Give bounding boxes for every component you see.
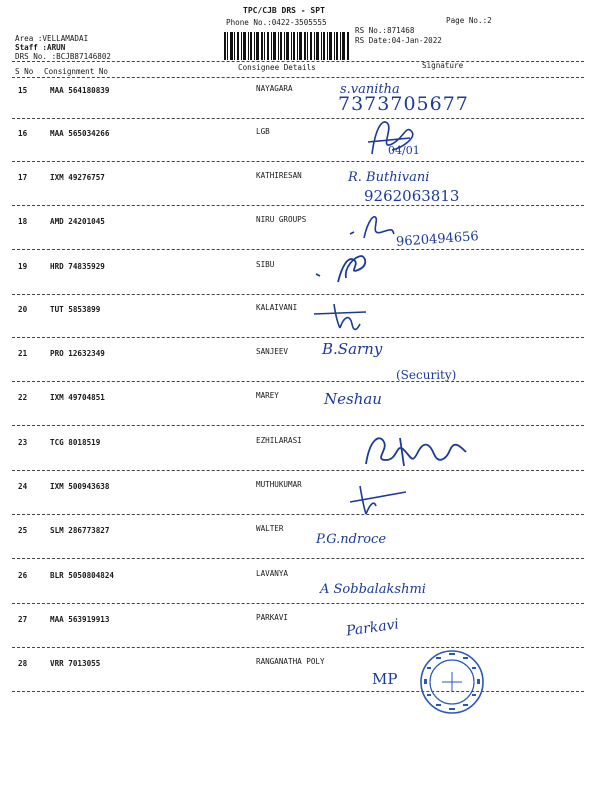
signature-row-15-phone: 7373705677 [338,93,469,115]
signature-row-17-phone: 9262063813 [364,187,460,205]
row-consignment: MAA 565034266 [50,129,110,138]
drs-number: DRS No. :BCJB87146802 [15,52,112,61]
table-row [0,438,600,482]
signature-row-19-scribble [312,252,372,286]
table-row [0,305,600,349]
row-consignee: MAREY [256,391,279,400]
row-consignment: PRO 12632349 [50,349,105,358]
table-row [0,393,600,437]
signature-row-18-scribble [346,212,396,242]
signature-row-25-name: P.G.ndroce [316,532,387,547]
row-divider [12,514,584,515]
row-sno: 21 [18,349,28,358]
col-header-consignment: Consignment No [44,67,109,76]
rs-date: RS Date:04-Jan-2022 [355,36,442,45]
row-consignment: VRR 7013055 [50,659,101,668]
col-header-divider [12,77,584,78]
row-sno: 25 [18,526,28,535]
page-number: Page No.:2 [446,16,492,25]
row-consignee: NIRU GROUPS [256,215,307,224]
row-sno: 22 [18,393,28,402]
row-consignee: WALTER [256,524,284,533]
institution-stamp [418,648,486,716]
row-divider [12,470,584,471]
row-divider [12,558,584,559]
row-divider [12,205,584,206]
col-header-consignee: Consignee Details [238,63,316,72]
row-consignment: MAA 564180839 [50,86,110,95]
row-divider [12,294,584,295]
row-consignment: IXM 49704851 [50,393,105,402]
row-divider [12,425,584,426]
header-divider [12,61,584,62]
row-divider [12,647,584,648]
staff-name: ARUN [47,43,66,52]
table-row [0,262,600,306]
row-divider [12,118,584,119]
signature-row-22-name: Neshau [324,390,382,408]
table-row [0,526,600,570]
phone-number: Phone No.:0422-3505555 [226,18,327,27]
row-consignment: BLR 5050804824 [50,571,115,580]
row-divider [12,603,584,604]
row-sno: 20 [18,305,28,314]
table-row [0,349,600,393]
signature-row-15-name: s.vanitha [340,82,400,97]
signature-row-23-scribble [360,430,472,472]
signature-row-24-scribble [346,482,412,518]
row-sno: 24 [18,482,28,491]
signature-row-21-name: B.Sarny [322,340,383,358]
col-header-signature: Signature [422,61,464,70]
row-consignee: EZHILARASI [256,436,302,445]
row-consignment: SLM 286773827 [50,526,110,535]
row-consignment: TCG 8018519 [50,438,101,447]
row-consignee: PARKAVI [256,613,289,622]
signature-row-17-name: R. Buthivani [348,170,430,185]
row-divider [12,691,584,692]
row-divider [12,161,584,162]
row-consignee: KATHIRESAN [256,171,302,180]
table-row [0,571,600,615]
signature-row-28-name: MP [372,670,398,688]
row-consignee: SANJEEV [256,347,289,356]
row-sno: 19 [18,262,28,271]
row-sno: 18 [18,217,28,226]
staff-label [15,43,65,52]
row-divider [12,249,584,250]
table-row [0,129,600,173]
table-row [0,615,600,659]
signature-row-16-date: 04/01 [388,144,420,157]
table-row [0,482,600,526]
row-consignment: TUT 5853899 [50,305,101,314]
row-consignee: KALAIVANI [256,303,298,312]
table-row [0,86,600,130]
row-consignment: IXM 500943638 [50,482,110,491]
row-consignment: AMD 24201045 [50,217,105,226]
row-sno: 16 [18,129,28,138]
row-consignee: RANGANATHA POLY [256,657,325,666]
row-consignee: NAYAGARA [256,84,293,93]
row-sno: 17 [18,173,28,182]
row-sno: 15 [18,86,28,95]
row-sno: 28 [18,659,28,668]
row-consignee: SIBU [256,260,275,269]
signature-row-21-note: (Security) [396,368,457,382]
row-divider [12,337,584,338]
row-consignee: LAVANYA [256,569,289,578]
area-label: Area :VELLAMADAI [15,34,89,43]
signature-row-18-phone: 9620494656 [395,229,480,250]
rs-number: RS No.:871468 [355,26,415,35]
table-row [0,217,600,261]
document-title: TPC/CJB DRS - SPT [243,6,325,15]
signature-row-27-name: Parkavi [345,616,400,640]
signature-row-26-name: A Sobbalakshmi [320,582,426,597]
row-sno: 26 [18,571,28,580]
row-sno: 23 [18,438,28,447]
signature-row-20-scribble [310,298,370,332]
row-consignment: MAA 563919913 [50,615,110,624]
row-consignee: LGB [256,127,270,136]
barcode [224,32,350,60]
row-sno: 27 [18,615,28,624]
row-consignment: IXM 49276757 [50,173,105,182]
row-consignment: HRD 74835929 [50,262,105,271]
staff-prefix: Staff : [15,43,48,52]
col-header-sno: S No [15,67,34,76]
row-divider [12,381,584,382]
row-consignee: MUTHUKUMAR [256,480,302,489]
table-row [0,173,600,217]
table-row [0,659,600,703]
